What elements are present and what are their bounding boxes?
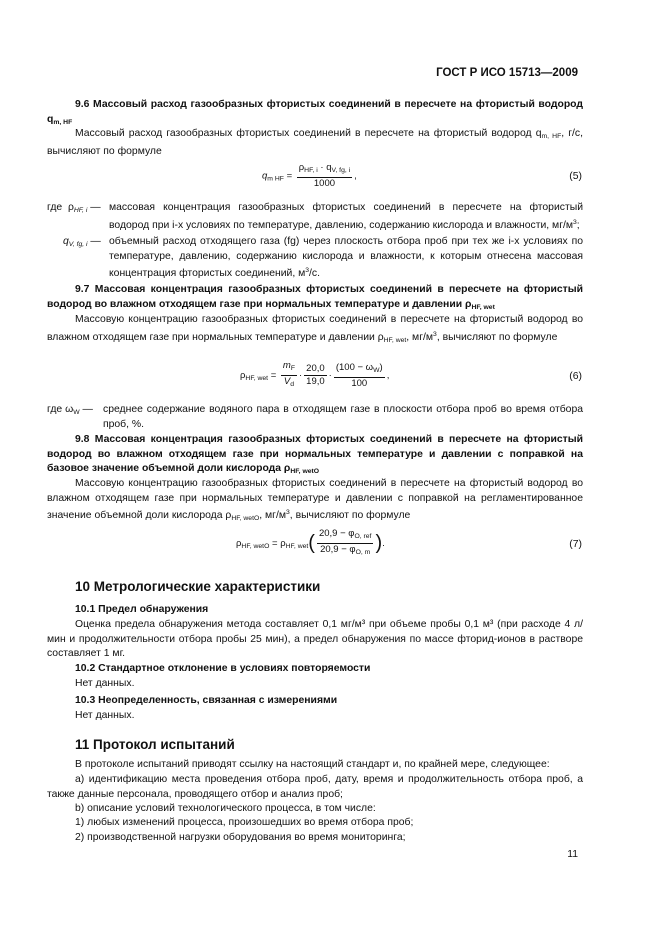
section-11-intro: В протоколе испытаний приводят ссылку на настоящий стандарт и, по крайней мере, следующее: (75, 759, 550, 770)
def-sup: 3 (305, 267, 310, 275)
section-11-title: 11 Протокол испытаний (75, 737, 235, 752)
section-10-1-title: 10.1 Предел обнаружения (75, 604, 209, 615)
section-9-8-text (47, 477, 583, 527)
def-value: среднее содержание водяного пара в отходящем газе в плоскости отбора проб во время отбора проб, %. (103, 404, 583, 430)
def-end: ; (576, 219, 580, 231)
def-key (47, 403, 103, 432)
definition-row (47, 403, 583, 432)
eq-rhs-sub: HF, wet (285, 543, 309, 551)
eq-lhs-sub: m HF (267, 175, 284, 183)
def-symbol-sub: W (73, 409, 80, 416)
section-9-8-title (47, 433, 583, 480)
text-subscript: m, HF (541, 133, 562, 140)
def-symbol-sub: V, fg, i (68, 241, 88, 249)
text-sup: 3 (433, 330, 437, 338)
def-symbol-sub: HF, i (73, 207, 88, 214)
eq-lhs: q (262, 170, 268, 182)
definitions-9-6 (47, 201, 583, 282)
title-subscript: m, HF (53, 118, 73, 126)
eq5-num-mid: · q (317, 162, 332, 173)
f1-num-sub: F (290, 365, 295, 372)
section-11-item-1: 1) любых изменений процесса, произошедших во время отбора проб; (75, 817, 414, 828)
def-dash: — (87, 202, 101, 213)
text-c: , вычисляют по формуле (289, 510, 411, 522)
text-subscript: HF, wet (383, 336, 407, 344)
def-symbol: ρ (67, 202, 74, 213)
f-den: 20,9 − φ (320, 544, 356, 555)
f3-num-sub: W (373, 366, 380, 374)
eq7-tail: . (382, 538, 385, 550)
definitions-9-7 (47, 403, 583, 432)
eq-equals: = (272, 538, 278, 550)
f3-num: (100 − ω (335, 361, 374, 373)
paren-left: ( (308, 532, 315, 555)
text-c: , вычисляют по формуле (436, 331, 558, 343)
section-11-item-2: 2) производственной нагрузки оборудования во время мониторинга; (75, 832, 406, 843)
eq5-den: 1000 (313, 178, 336, 189)
eq-equals: = (270, 370, 277, 382)
eq6-fraction-3 (334, 362, 385, 390)
eq5-tail: , (354, 170, 357, 182)
section-10-3-text: Нет данных. (75, 710, 135, 721)
f-num-sub: O, ref (354, 533, 372, 540)
eq-lhs-sub: HF, wetO (241, 543, 270, 551)
eq7-fraction (317, 528, 373, 559)
text-a: Массовый расход газообразных фтористых соединений в пересчете на фтористый водород q (75, 128, 542, 139)
equation-number-6: (6) (569, 371, 582, 382)
eq-lhs: ρ (236, 538, 242, 550)
def-key (47, 235, 109, 282)
def-dash: — (87, 236, 101, 248)
def-text: массовая концентрация газообразных фтористых соединений в пересчете на фтористый водород при i-х условиях по температуре, давлению, содержанию кислорода и влажности, мг/м (109, 202, 583, 231)
text-b: , мг/м (259, 510, 287, 522)
equation-5: $q_{m HF}$ = $\frac{\rho_{HF, i} \cdot q_{V, fg, i}}{1000}$ , (262, 162, 357, 189)
title-subscript: HF, wetO (290, 468, 320, 476)
def-end: /с. (309, 268, 321, 280)
f1-den: V (283, 376, 291, 387)
f-num: 20,9 − φ (318, 528, 355, 539)
def-text: объемный расход отходящего газа (fg) через плоскость отбора проб при тех же i-х условиях по температуре, давлению, содержанию кислорода и влажности, к которым отнесена массовая концентрация фтористых соединений, м (109, 236, 583, 280)
def-sup: 3 (573, 218, 577, 226)
section-11-item-b: b) описание условий технологического процесса, в том числе: (75, 803, 376, 814)
f1-den-sub: d (290, 381, 295, 388)
f1-num: m (282, 360, 291, 371)
equation-number-7: (7) (569, 539, 582, 550)
definition-row (47, 201, 583, 233)
f-den-sub: O, m (355, 549, 371, 556)
text-sup: 3 (286, 509, 290, 517)
section-10-3-title: 10.3 Неопределенность, связанная с измерениями (75, 695, 338, 706)
equation-6 (240, 360, 389, 391)
eq6-fraction-2 (304, 363, 327, 388)
where-word: где (47, 202, 63, 213)
equation-number-5: (5) (569, 171, 582, 182)
f2-den: 19,0 (306, 376, 325, 387)
eq6-tail: , (386, 370, 390, 382)
standard-header: ГОСТ Р ИСО 15713—2009 (436, 67, 578, 79)
text-b: , г/с, вычисляют по формуле (47, 128, 584, 157)
def-value (109, 201, 583, 233)
eq-lhs: ρ (240, 370, 246, 382)
title-text: 9.7 Массовая концентрация газообразных фтористых соединений в пересчете на фтористый водород во влажном отходящем газе при нормальных температуре и давлении ρ (47, 284, 583, 310)
f3-den: 100 (351, 377, 368, 389)
section-9-6-title (47, 98, 583, 130)
where-word: где (47, 404, 63, 415)
page-number: 11 (567, 849, 578, 860)
title-text: 9.6 Массовый расход газообразных фтористых соединений в пересчете на фтористый водород q (47, 99, 583, 125)
section-10-2-title: 10.2 Стандартное отклонение в условиях повторяемости (75, 663, 371, 674)
text-a: Массовую концентрацию газообразных фтористых соединений в пересчете на фтористый водород во влажном отходящем газе при нормальных температуре и давлении ρ (47, 314, 583, 343)
eq5-fraction (297, 162, 352, 190)
def-key (47, 201, 109, 233)
eq-dot: · (328, 370, 332, 382)
section-10-1-text: Оценка предела обнаружения метода составляет 0,1 мг/м³ при объеме пробы 0,1 м³ (при расходе 4 л/мин и продолжительности отбора пробы 25 мин), а предел обнаружения по массе фторид-ионов в растворе составляет 1 мг. (47, 619, 583, 660)
title-text: 9.8 Массовая концентрация газообразных фтористых соединений в пересчете на фтористый водород во влажном отходящем газе при нормальных температуре и давлении с поправкой на базовое значение объемной доли кислорода ρ (47, 434, 583, 475)
eq5-num-sub: HF, i (304, 167, 318, 174)
text-a: Массовую концентрацию газообразных фтористых соединений в пересчете на фтористый водород во влажном отходящем газе при нормальных температуре и давлении с поправкой на регламентированное значение объемной доли кислорода ρ (47, 478, 583, 522)
eq-lhs-sub: HF, wet (245, 375, 269, 383)
eq-rhs-symbol: ρ (280, 538, 286, 550)
text-subscript: HF, wetO (231, 515, 260, 523)
section-9-7-text (47, 313, 583, 348)
f3-num-end: ) (379, 361, 383, 373)
text-b: , мг/м (406, 331, 434, 343)
def-dash: — (79, 404, 93, 415)
def-symbol: q (63, 236, 69, 248)
title-subscript: HF, wet (471, 303, 495, 311)
eq5-num: ρ (298, 162, 305, 173)
equation-7 (236, 528, 385, 559)
def-symbol: ω (65, 404, 74, 415)
section-9-7-title (47, 283, 583, 315)
f2-num: 20,0 (306, 363, 325, 374)
section-11-item-a: а) идентификацию места проведения отбора проб, дату, время и продолжительность отбора проб, а также данные персонала, проводящего отбор и анализ проб; (47, 774, 583, 800)
section-10-title: 10 Метрологические характеристики (75, 579, 321, 594)
def-value (109, 235, 583, 282)
eq6-fraction-1 (281, 360, 297, 391)
section-10-2-text: Нет данных. (75, 678, 135, 689)
paren-right: ) (375, 532, 383, 555)
eq-dot: · (299, 370, 303, 382)
section-9-6-text (47, 127, 583, 159)
definition-row (47, 235, 583, 282)
eq5-num-sub2: V, fg, i (331, 167, 351, 174)
